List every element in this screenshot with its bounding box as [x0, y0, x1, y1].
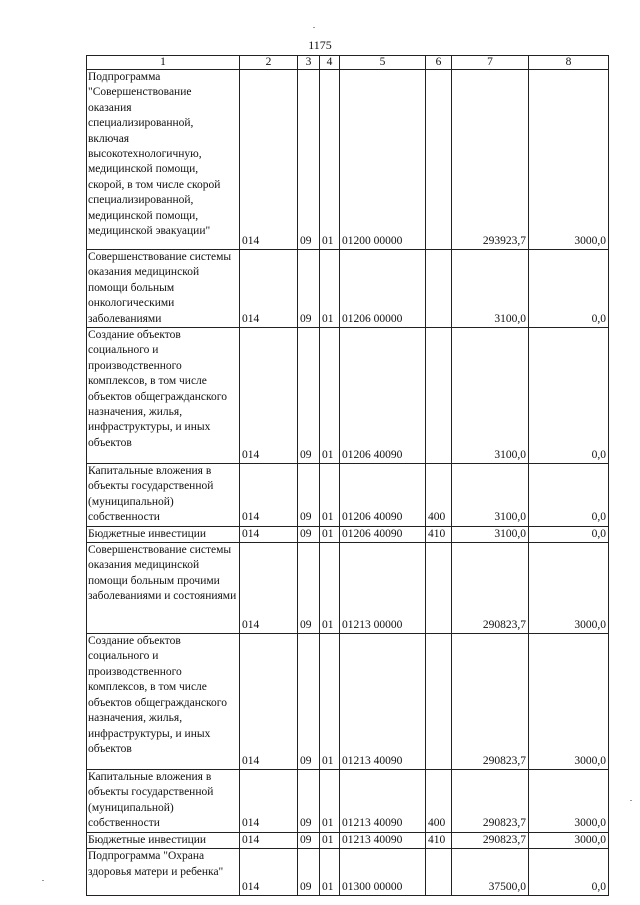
target-article-code: 01206 40090 [340, 328, 426, 464]
table-row [87, 250, 609, 328]
page-number: 1175 [308, 38, 332, 52]
expense-type-code: 410 [426, 832, 452, 848]
amount-col7: 293923,7 [452, 70, 529, 250]
amount-col7: 290823,7 [452, 634, 529, 770]
target-article-code: 01300 00000 [340, 849, 426, 896]
item-name: Подпрограмма "Совершенствование оказания специализированной, включая высокотехнологичную, медицинской помощи, скорой, в том числе скорой специализированной, медицинской помощи, медицинской эвакуации" [87, 70, 240, 250]
amount-col8: 3000,0 [529, 770, 609, 833]
section-code: 09 [298, 634, 320, 770]
subsection-code: 01 [320, 328, 340, 464]
amount-col8: 0,0 [529, 849, 609, 896]
column-header: 3 [298, 56, 320, 70]
amount-col7: 290823,7 [452, 832, 529, 848]
amount-col7: 3100,0 [452, 464, 529, 527]
column-header: 7 [452, 56, 529, 70]
amount-col7: 290823,7 [452, 770, 529, 833]
scan-speck [313, 27, 315, 28]
amount-col8: 0,0 [529, 526, 609, 542]
item-name: Бюджетные инвестиции [87, 526, 240, 542]
column-header: 2 [240, 56, 298, 70]
subsection-code: 01 [320, 543, 340, 634]
section-code: 09 [298, 464, 320, 527]
item-name: Совершенствование системы оказания медицинской помощи больным онкологическими заболеваниями [87, 250, 240, 328]
subsection-code: 01 [320, 849, 340, 896]
column-header: 8 [529, 56, 609, 70]
ministry-code: 014 [240, 770, 298, 833]
target-article-code: 01200 00000 [340, 70, 426, 250]
subsection-code: 01 [320, 770, 340, 833]
ministry-code: 014 [240, 634, 298, 770]
amount-col8: 0,0 [529, 250, 609, 328]
item-name: Подпрограмма "Охрана здоровья матери и ребенка" [87, 849, 240, 896]
ministry-code: 014 [240, 832, 298, 848]
subsection-code: 01 [320, 832, 340, 848]
column-header: 5 [340, 56, 426, 70]
table-row [87, 634, 609, 770]
section-code: 09 [298, 832, 320, 848]
target-article-code: 01213 40090 [340, 770, 426, 833]
table-row [87, 328, 609, 464]
amount-col7: 3100,0 [452, 250, 529, 328]
item-name: Капитальные вложения в объекты государственной (муниципальной) собственности [87, 770, 240, 833]
column-header: 4 [320, 56, 340, 70]
amount-col8: 0,0 [529, 328, 609, 464]
expense-type-code: 400 [426, 770, 452, 833]
amount-col8: 3000,0 [529, 832, 609, 848]
subsection-code: 01 [320, 464, 340, 527]
expense-type-code [426, 849, 452, 896]
expense-type-code: 410 [426, 526, 452, 542]
amount-col8: 3000,0 [529, 70, 609, 250]
ministry-code: 014 [240, 849, 298, 896]
table-row [87, 770, 609, 833]
expense-type-code [426, 543, 452, 634]
table-row [87, 832, 609, 848]
item-name: Создание объектов социального и производственного комплексов, в том числе объектов общегражданского назначения, жилья, инфраструктуры, и иных объектов [87, 634, 240, 770]
header-row [87, 56, 609, 70]
column-header: 1 [87, 56, 240, 70]
amount-col7: 37500,0 [452, 849, 529, 896]
table-row [87, 464, 609, 527]
expense-type-code [426, 634, 452, 770]
amount-col8: 0,0 [529, 464, 609, 527]
section-code: 09 [298, 849, 320, 896]
ministry-code: 014 [240, 526, 298, 542]
scan-speck [42, 880, 44, 881]
amount-col8: 3000,0 [529, 634, 609, 770]
ministry-code: 014 [240, 543, 298, 634]
expense-type-code [426, 250, 452, 328]
item-name: Создание объектов социального и производственного комплексов, в том числе объектов общегражданского назначения, жилья, инфраструктуры, и иных объектов [87, 328, 240, 464]
column-header: 6 [426, 56, 452, 70]
ministry-code: 014 [240, 250, 298, 328]
subsection-code: 01 [320, 250, 340, 328]
amount-col7: 290823,7 [452, 543, 529, 634]
target-article-code: 01213 40090 [340, 832, 426, 848]
section-code: 09 [298, 543, 320, 634]
amount-col7: 3100,0 [452, 328, 529, 464]
expense-type-code [426, 328, 452, 464]
target-article-code: 01206 40090 [340, 464, 426, 527]
item-name: Совершенствование системы оказания медицинской помощи больным прочими заболеваниями и состояниями [87, 543, 240, 634]
item-name: Бюджетные инвестиции [87, 832, 240, 848]
section-code: 09 [298, 328, 320, 464]
table-row [87, 70, 609, 250]
ministry-code: 014 [240, 464, 298, 527]
section-code: 09 [298, 70, 320, 250]
target-article-code: 01213 00000 [340, 543, 426, 634]
item-name: Капитальные вложения в объекты государственной (муниципальной) собственности [87, 464, 240, 527]
section-code: 09 [298, 250, 320, 328]
section-code: 09 [298, 526, 320, 542]
amount-col8: 3000,0 [529, 543, 609, 634]
table-row [87, 526, 609, 542]
expense-type-code [426, 70, 452, 250]
table-row [87, 849, 609, 896]
budget-table [86, 55, 609, 896]
scan-speck [630, 800, 632, 801]
ministry-code: 014 [240, 70, 298, 250]
table-row [87, 543, 609, 634]
subsection-code: 01 [320, 526, 340, 542]
expense-type-code: 400 [426, 464, 452, 527]
target-article-code: 01206 40090 [340, 526, 426, 542]
subsection-code: 01 [320, 634, 340, 770]
target-article-code: 01213 40090 [340, 634, 426, 770]
subsection-code: 01 [320, 70, 340, 250]
section-code: 09 [298, 770, 320, 833]
amount-col7: 3100,0 [452, 526, 529, 542]
target-article-code: 01206 00000 [340, 250, 426, 328]
ministry-code: 014 [240, 328, 298, 464]
